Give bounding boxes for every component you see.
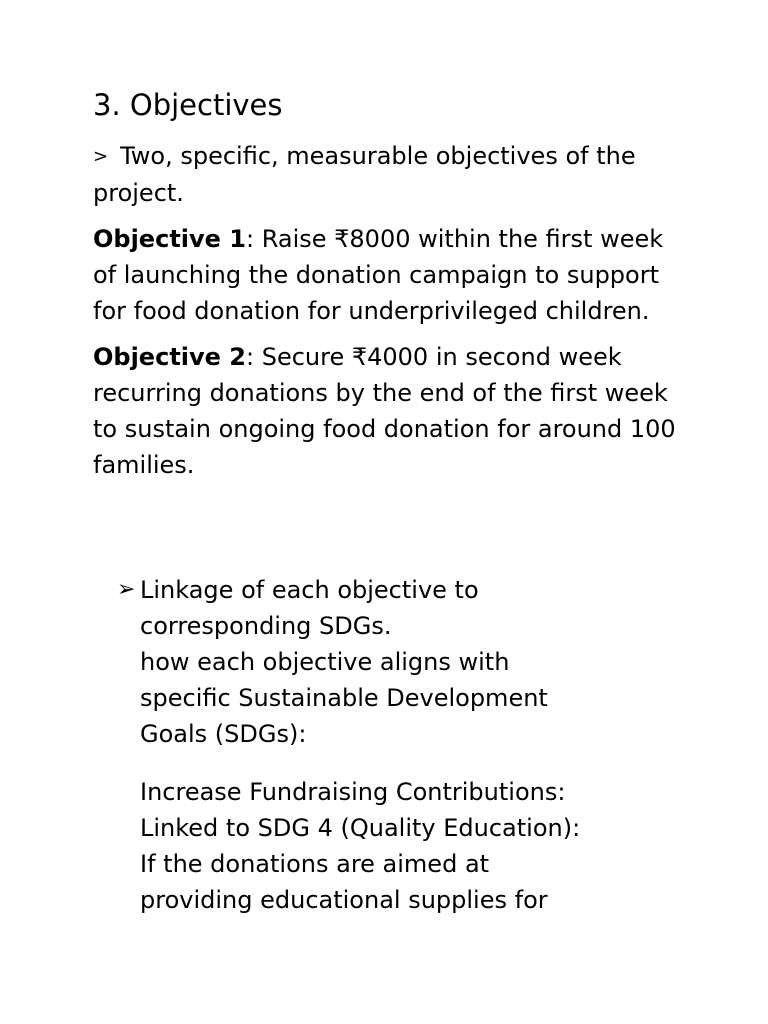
objective-2-paragraph — [93, 339, 693, 483]
intro-marker-icon: > — [93, 146, 109, 167]
linkage-line: how each objective aligns with — [140, 648, 510, 676]
objective-1-text: : Raise ₹8000 within the first week of launching the donation campaign to support for food donation for underprivileged children. — [93, 225, 664, 325]
linkage-line: Increase Fundraising Contributions: — [140, 778, 566, 806]
linkage-text — [140, 572, 717, 918]
intro-text: Two, specific, measurable objectives of the project. — [93, 142, 636, 207]
objective-2-text: : Secure ₹4000 in second week recurring donations by the end of the first week to sustain ongoing food donation for around 100 families. — [93, 343, 676, 479]
linkage-line: Linked to SDG 4 (Quality Education): — [140, 814, 581, 842]
blank-line — [140, 752, 717, 774]
linkage-line: Linkage of each objective to — [140, 576, 479, 604]
document-page — [93, 86, 693, 493]
linkage-bullet — [117, 572, 717, 918]
linkage-line: If the donations are aimed at — [140, 850, 490, 878]
arrow-bullet-icon: ➢ — [117, 577, 136, 602]
objective-1-label: Objective 1 — [93, 225, 246, 253]
objective-2-label: Objective 2 — [93, 343, 246, 371]
linkage-line: Goals (SDGs): — [140, 720, 307, 748]
intro-paragraph — [93, 138, 693, 211]
section-heading: 3. Objectives — [93, 88, 283, 122]
linkage-line: specific Sustainable Development — [140, 684, 548, 712]
objective-1-paragraph — [93, 221, 693, 329]
linkage-line: corresponding SDGs. — [140, 612, 392, 640]
linkage-line: providing educational supplies for — [140, 886, 548, 914]
